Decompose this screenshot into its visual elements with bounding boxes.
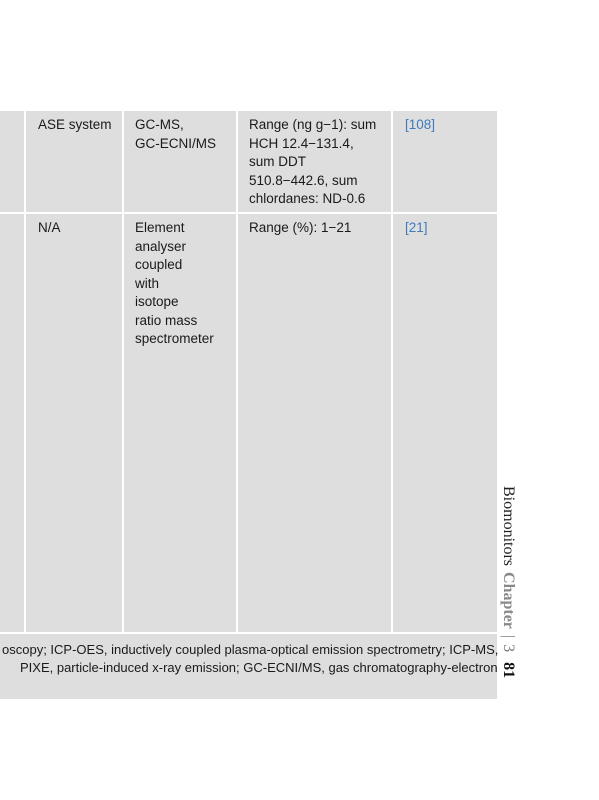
table-cell-truncated	[0, 214, 24, 632]
data-table	[0, 111, 497, 632]
footnote-line: oscopy; ICP-OES, inductively coupled plasma-optical emission spectrometry; ICP-MS,	[2, 642, 499, 657]
result-line: 510.8−442.6, sum	[249, 172, 358, 188]
result-line: HCH 12.4−131.4,	[249, 135, 354, 151]
instrument-line: isotope	[135, 294, 179, 309]
result-line: Range (%): 1−21	[249, 220, 352, 235]
reference-link[interactable]: [21]	[405, 220, 428, 235]
instrument-line: with	[135, 275, 160, 291]
running-head	[496, 486, 526, 696]
instrument-line: analyser	[135, 238, 187, 254]
running-head-title: Biomonitors	[500, 486, 517, 567]
table-cell-method	[26, 214, 122, 632]
table-cell-instrument	[124, 111, 236, 212]
method-text: ASE system	[38, 117, 112, 132]
instrument-line: Element	[135, 220, 185, 235]
result-line: sum DDT	[249, 154, 306, 169]
instrument-line: coupled	[135, 257, 183, 272]
instrument-line: ratio mass	[135, 312, 198, 328]
table-cell-reference	[393, 214, 497, 632]
running-head-chapter-label: Chapter	[500, 572, 517, 629]
result-line: chlordanes: ND-0.6	[249, 191, 366, 206]
reference-link[interactable]: [108]	[405, 117, 436, 132]
instrument-line: GC-ECNI/MS	[135, 135, 216, 151]
method-text: N/A	[38, 220, 61, 235]
table-cell-reference	[393, 111, 497, 212]
table-cell-truncated	[0, 111, 24, 212]
running-head-separator: |	[500, 634, 517, 639]
table-cell-method	[26, 111, 122, 212]
running-head-chapter-number: 3	[500, 644, 517, 653]
footnote-line: PIXE, particle-induced x-ray emission; GC-ECNI/MS, gas chromatography-electron	[20, 660, 498, 675]
table-cell-result	[238, 214, 391, 632]
table-cell-result	[238, 111, 391, 212]
result-line: Range (ng g−1): sum	[249, 117, 377, 132]
table-cell-instrument	[124, 214, 236, 632]
page-number: 81	[500, 662, 517, 679]
instrument-line: spectrometer	[135, 331, 214, 346]
instrument-line: GC-MS,	[135, 117, 184, 132]
table-footnote	[0, 634, 497, 699]
